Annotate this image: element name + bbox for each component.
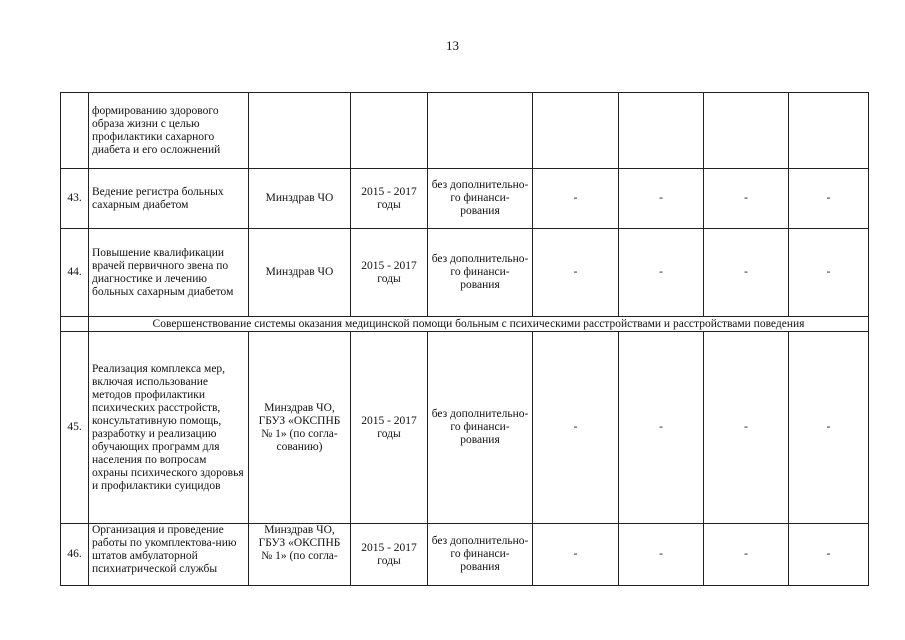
program-table — [60, 92, 869, 586]
value-cell: - — [533, 524, 619, 586]
table-row — [61, 229, 869, 317]
executor-cell: Минздрав ЧО — [249, 229, 351, 317]
value-cell: - — [789, 332, 869, 524]
section-row — [61, 317, 869, 332]
row-number — [61, 93, 89, 169]
value-cell: - — [704, 229, 789, 317]
value-cell — [789, 93, 869, 169]
value-cell — [704, 93, 789, 169]
period-cell: 2015 - 2017 годы — [351, 229, 428, 317]
period-cell: 2015 - 2017 годы — [351, 169, 428, 229]
value-cell: - — [533, 332, 619, 524]
funding-cell: без дополнительно-го финанси-рования — [428, 169, 533, 229]
funding-cell: без дополнительно-го финанси-рования — [428, 332, 533, 524]
row-number: 43. — [61, 169, 89, 229]
section-title: Совершенствование системы оказания медицинской помощи больным с психическими расстройствами и расстройствами поведения — [89, 317, 869, 332]
table-row — [61, 93, 869, 169]
row-number: 45. — [61, 332, 89, 524]
value-cell: - — [789, 524, 869, 586]
executor-cell: Минздрав ЧО, ГБУЗ «ОКСПНБ № 1» (по согла- — [249, 524, 351, 586]
section-number-cell — [61, 317, 89, 332]
value-cell: - — [619, 524, 704, 586]
period-cell: 2015 - 2017 годы — [351, 524, 428, 586]
row-name: Повышение квалификации врачей первичного звена по диагностике и лечению больных сахарным диабетом — [89, 229, 249, 317]
row-name: Организация и проведение работы по укомплектова-нию штатов амбулаторной психиатрической службы — [89, 524, 249, 586]
value-cell: - — [789, 229, 869, 317]
period-cell — [351, 93, 428, 169]
row-name: Ведение регистра больных сахарным диабетом — [89, 169, 249, 229]
value-cell: - — [789, 169, 869, 229]
funding-cell — [428, 93, 533, 169]
funding-cell: без дополнительно-го финанси-рования — [428, 229, 533, 317]
value-cell — [533, 93, 619, 169]
value-cell: - — [704, 524, 789, 586]
value-cell — [619, 93, 704, 169]
value-cell: - — [704, 332, 789, 524]
period-cell: 2015 - 2017 годы — [351, 332, 428, 524]
table-row — [61, 524, 869, 586]
executor-cell: Минздрав ЧО, ГБУЗ «ОКСПНБ № 1» (по согла-сованию) — [249, 332, 351, 524]
value-cell: - — [619, 169, 704, 229]
row-name: формированию здорового образа жизни с целью профилактики сахарного диабета и его осложнений — [89, 93, 249, 169]
row-name: Реализация комплекса мер, включая использование методов профилактики психических расстройств, консультативную помощь, разработку и реализацию обучающих программ для населения по вопросам охраны психического здоровья и профилактики суицидов — [89, 332, 249, 524]
row-number: 46. — [61, 524, 89, 586]
table-row — [61, 332, 869, 524]
value-cell: - — [704, 169, 789, 229]
executor-cell: Минздрав ЧО — [249, 169, 351, 229]
value-cell: - — [533, 169, 619, 229]
value-cell: - — [619, 229, 704, 317]
executor-cell — [249, 93, 351, 169]
row-number: 44. — [61, 229, 89, 317]
funding-cell: без дополнительно-го финанси-рования — [428, 524, 533, 586]
value-cell: - — [533, 229, 619, 317]
table-row — [61, 169, 869, 229]
value-cell: - — [619, 332, 704, 524]
page-number: 13 — [446, 38, 459, 53]
